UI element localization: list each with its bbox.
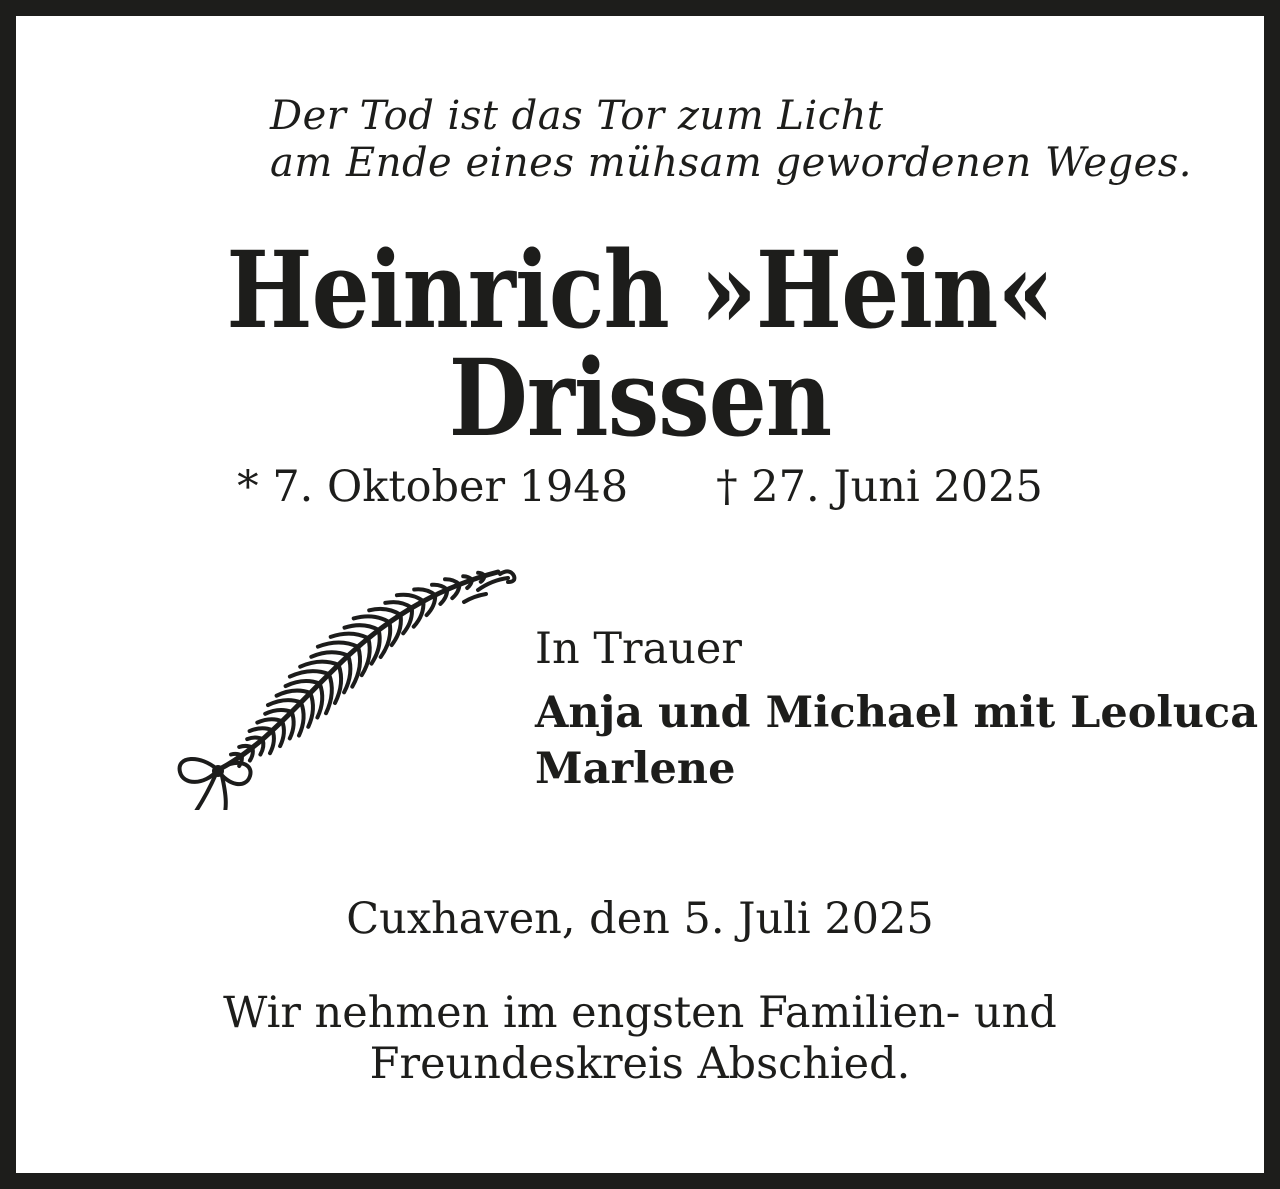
quill-feather-icon — [170, 540, 525, 810]
epigraph-line-2: am Ende eines mühsam gewordenen Weges. — [270, 140, 1193, 186]
epigraph-line-1: Der Tod ist das Tor zum Licht — [270, 93, 884, 139]
farewell-text — [16, 988, 1264, 1090]
quill-feather-svg — [170, 540, 525, 810]
place-date: Cuxhaven, den 5. Juli 2025 — [346, 894, 934, 944]
mourner-line-2: Marlene — [535, 744, 736, 794]
death-date: † 27. Juni 2025 — [716, 462, 1043, 512]
mourner-line-1: Anja und Michael mit Leoluca — [535, 688, 1259, 738]
birth-date: * 7. Oktober 1948 — [237, 462, 629, 512]
mourning-intro: In Trauer — [535, 624, 742, 674]
deceased-name-line-1: Heinrich »Hein« — [226, 227, 1054, 352]
epigraph — [270, 93, 1192, 187]
life-dates — [16, 462, 1264, 512]
deceased-name — [16, 227, 1264, 460]
mourners-list — [535, 685, 1258, 797]
farewell-line-2: Freundeskreis Abschied. — [369, 1039, 911, 1089]
deceased-name-line-2: Drissen — [448, 335, 832, 460]
farewell-line-1: Wir nehmen im engsten Familien- und — [223, 988, 1057, 1038]
